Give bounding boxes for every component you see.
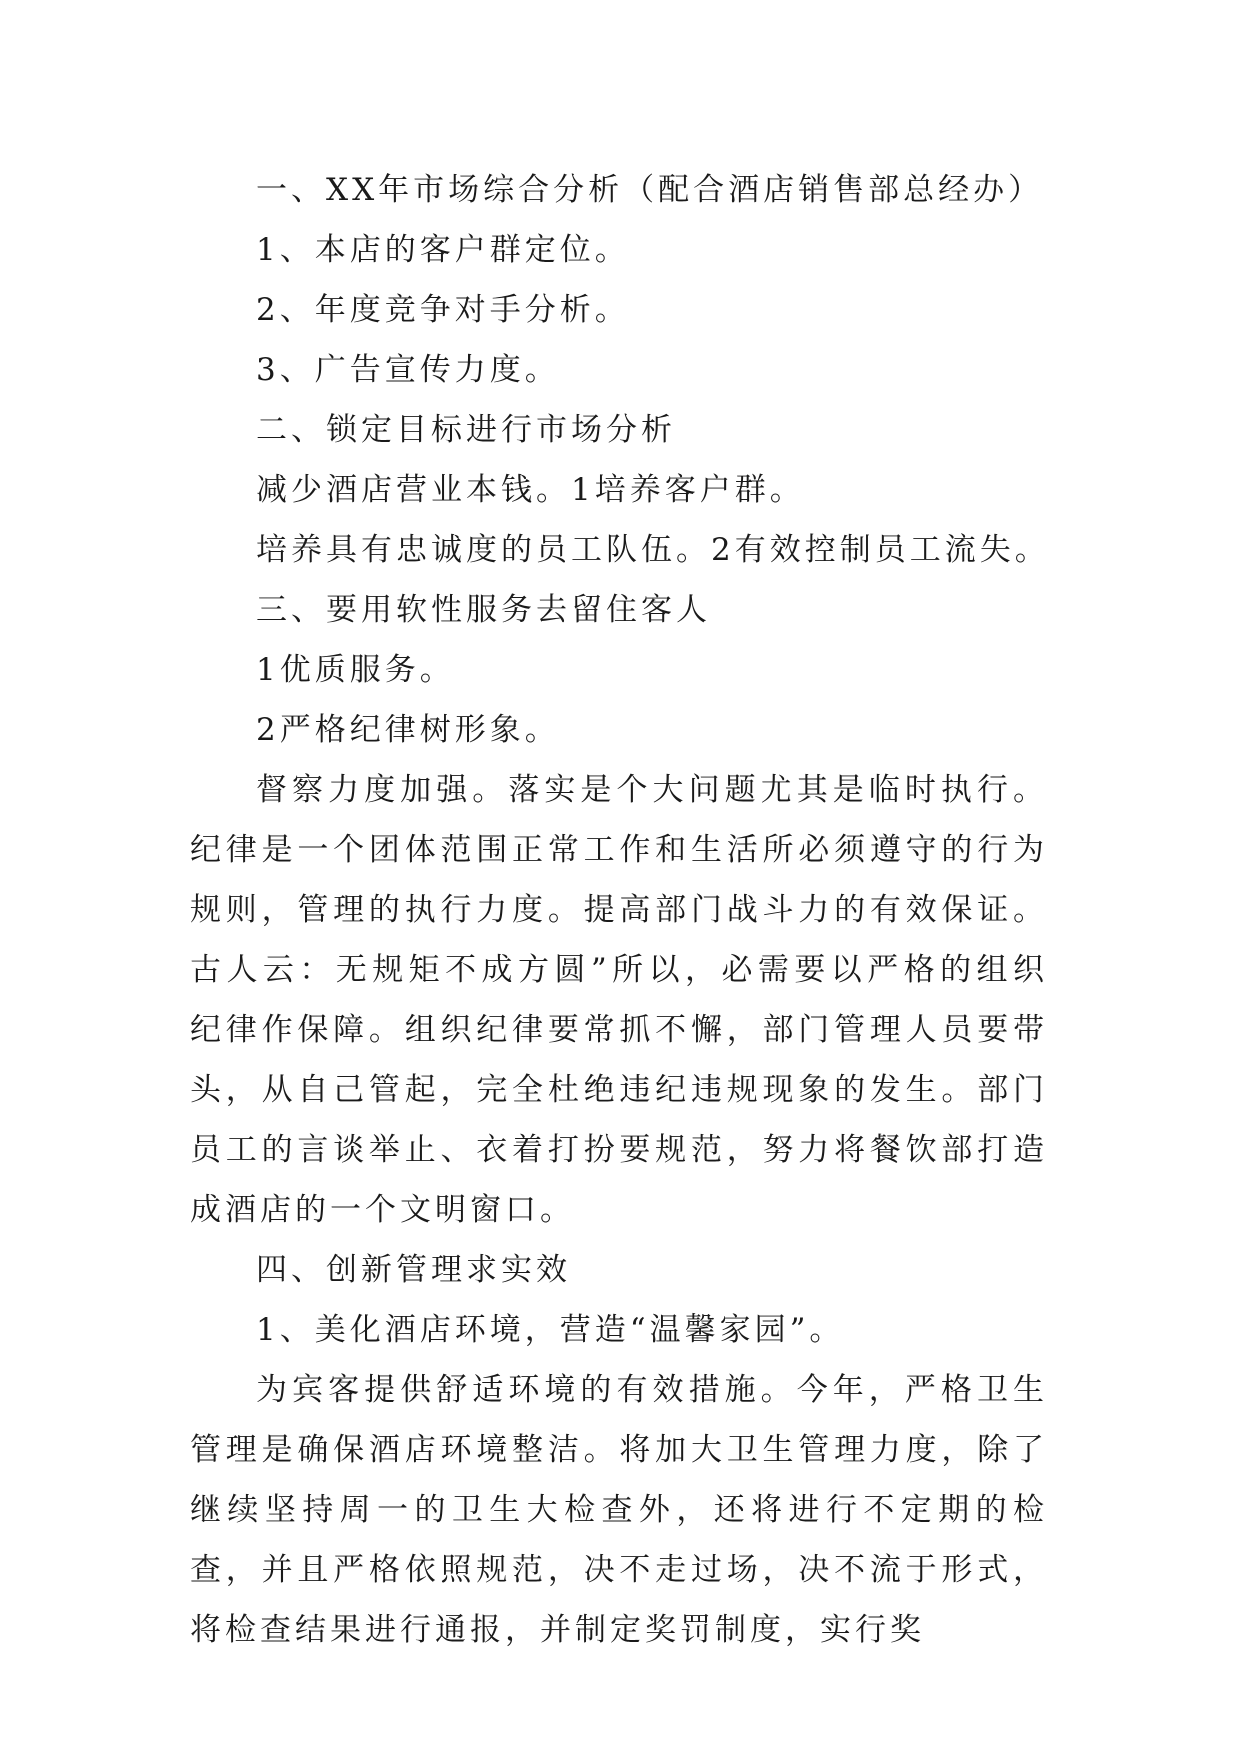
list-item: 培养具有忠诚度的员工队伍。2有效控制员工流失。: [256, 532, 1050, 568]
section-heading-two: 二、锁定目标进行市场分析: [256, 412, 676, 448]
list-item: 1、本店的客户群定位。: [256, 232, 630, 268]
list-item: 2、年度竞争对手分析。: [256, 292, 630, 328]
section-heading-one: 一、XX年市场综合分析（配合酒店销售部总经办）: [256, 172, 1044, 208]
paragraph-discipline: 督察力度加强。落实是个大问题尤其是临时执行。纪律是一个团体范围正常工作和生活所必须遵守的行为规则，管理的执行力度。提高部门战斗力的有效保证。古人云：无规矩不成方圆”所以，必需要以严格的组织纪律作保障。组织纪律要常抓不懈，部门管理人员要带头，从自己管起，完全杜绝违纪违规现象的发生。部门员工的言谈举止、衣着打扮要规范，努力将餐饮部打造成酒店的一个文明窗口。: [190, 772, 1048, 1228]
list-item: 2严格纪律树形象。: [256, 712, 560, 748]
section-heading-three: 三、要用软性服务去留住客人: [256, 592, 711, 628]
list-item: 1优质服务。: [256, 652, 455, 688]
section-heading-four: 四、创新管理求实效: [256, 1252, 571, 1288]
list-item: 减少酒店营业本钱。1培养客户群。: [256, 472, 805, 508]
list-item: 1、美化酒店环境，营造“温馨家园”。: [256, 1312, 845, 1348]
list-item: 3、广告宣传力度。: [256, 352, 560, 388]
paragraph-environment: 为宾客提供舒适环境的有效措施。今年，严格卫生管理是确保酒店环境整洁。将加大卫生管理力度，除了继续坚持周一的卫生大检查外，还将进行不定期的检查，并且严格依照规范，决不走过场，决不流于形式，将检查结果进行通报，并制定奖罚制度，实行奖: [190, 1372, 1048, 1648]
document-body: [190, 160, 1048, 1660]
